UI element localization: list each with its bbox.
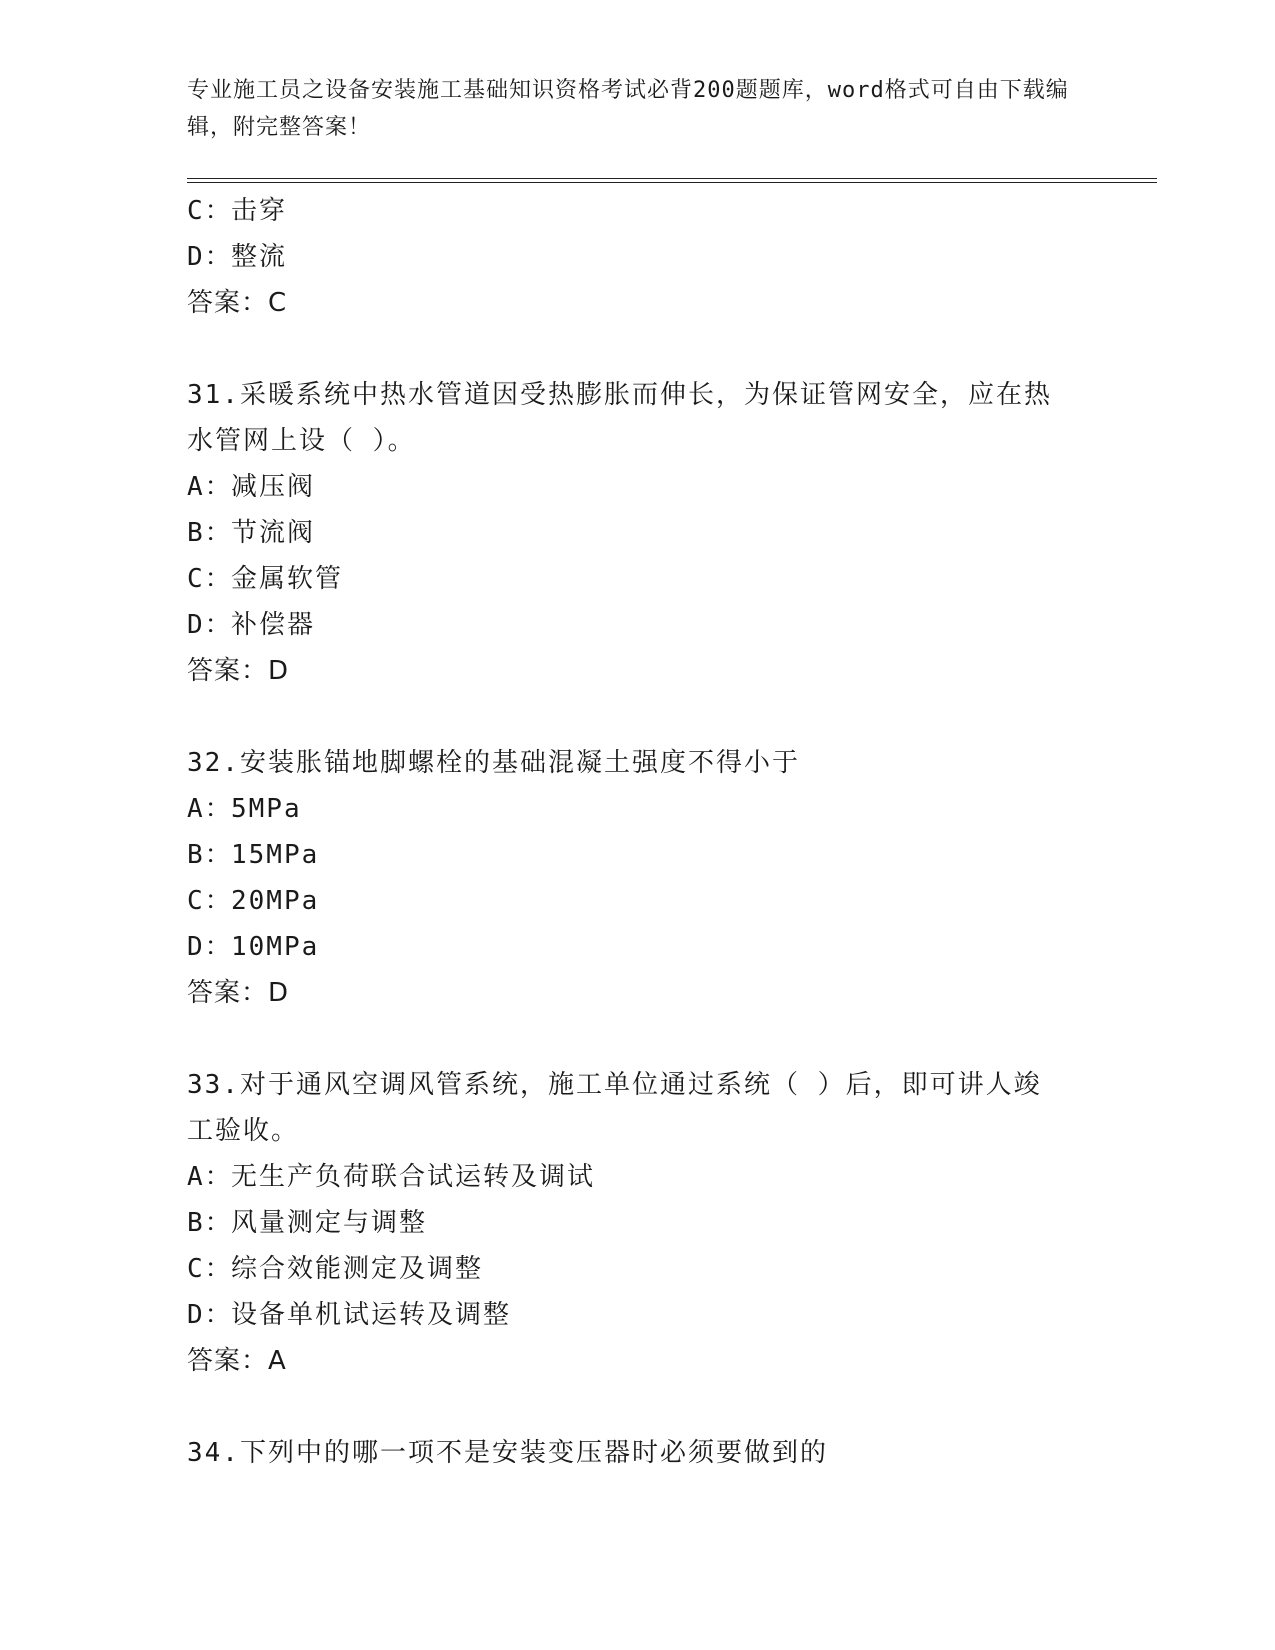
question-text: 采暖系统中热水管道因受热膨胀而伸长，为保证管网安全，应在热 (239, 380, 1052, 410)
option-key: A： (187, 1162, 233, 1192)
option-text: 减压阀 (231, 472, 316, 502)
header-divider (187, 178, 1157, 183)
option-key: D： (187, 1300, 233, 1330)
question-title-line-1 (187, 740, 1087, 786)
question-text: 下列中的哪一项不是安装变压器时必须要做到的 (239, 1438, 828, 1468)
document-header: 专业施工员之设备安装施工基础知识资格考试必背200题题库，word格式可自由下载编辑，附完整答案！ (187, 78, 1069, 140)
question-text: 对于通风空调风管系统，施工单位通过系统（ ）后，即可讲人竣 (239, 1070, 1042, 1100)
option-line (187, 464, 1087, 510)
option-key: D： (187, 610, 233, 640)
question-content (187, 188, 1087, 1476)
answer-line: 答案：D (187, 978, 290, 1008)
option-key: C： (187, 886, 233, 916)
option-line (187, 924, 1087, 970)
question-text: 安装胀锚地脚螺栓的基础混凝土强度不得小于 (239, 748, 800, 778)
option-line (187, 234, 1087, 280)
option-text: 设备单机试运转及调整 (231, 1300, 512, 1330)
question-title-line-1 (187, 1430, 1087, 1476)
option-line (187, 1246, 1087, 1292)
option-text: 整流 (231, 242, 288, 272)
option-line (187, 832, 1087, 878)
question-number: 34. (187, 1438, 240, 1468)
spacer (187, 1016, 1087, 1062)
document-page (187, 0, 1157, 1650)
option-line (187, 602, 1087, 648)
option-text: 节流阀 (231, 518, 316, 548)
option-line (187, 786, 1087, 832)
option-text: 金属软管 (231, 564, 344, 594)
option-key: A： (187, 472, 233, 502)
question-number: 32. (187, 748, 240, 778)
question-number: 33. (187, 1070, 240, 1100)
spacer (187, 326, 1087, 372)
option-text: 20MPa (231, 886, 320, 916)
option-line (187, 188, 1087, 234)
option-key: B： (187, 518, 233, 548)
spacer (187, 1384, 1087, 1430)
spacer (187, 694, 1087, 740)
option-line (187, 1292, 1087, 1338)
question-title-line-2: 工验收。 (187, 1116, 300, 1146)
option-key: C： (187, 1254, 233, 1284)
option-text: 风量测定与调整 (231, 1208, 428, 1238)
question-title-line-2: 水管网上设（ ）。 (187, 426, 416, 456)
option-text: 综合效能测定及调整 (231, 1254, 484, 1284)
option-line (187, 1200, 1087, 1246)
option-key: D： (187, 242, 233, 272)
option-text: 15MPa (231, 840, 320, 870)
option-text: 无生产负荷联合试运转及调试 (231, 1162, 596, 1192)
option-key: D： (187, 932, 233, 962)
option-key: C： (187, 564, 233, 594)
option-line (187, 556, 1087, 602)
option-key: B： (187, 1208, 233, 1238)
option-line (187, 878, 1087, 924)
answer-line: 答案：C (187, 288, 288, 318)
question-number: 31. (187, 380, 240, 410)
option-key: C： (187, 196, 233, 226)
option-line (187, 510, 1087, 556)
option-text: 补偿器 (231, 610, 316, 640)
question-title-line-1 (187, 372, 1087, 418)
answer-line: 答案：A (187, 1346, 287, 1376)
option-text: 10MPa (231, 932, 320, 962)
option-text: 5MPa (231, 794, 302, 824)
option-key: B： (187, 840, 233, 870)
question-title-line-1 (187, 1062, 1087, 1108)
answer-line: 答案：D (187, 656, 290, 686)
option-line (187, 1154, 1087, 1200)
option-text: 击穿 (231, 196, 288, 226)
option-key: A： (187, 794, 233, 824)
